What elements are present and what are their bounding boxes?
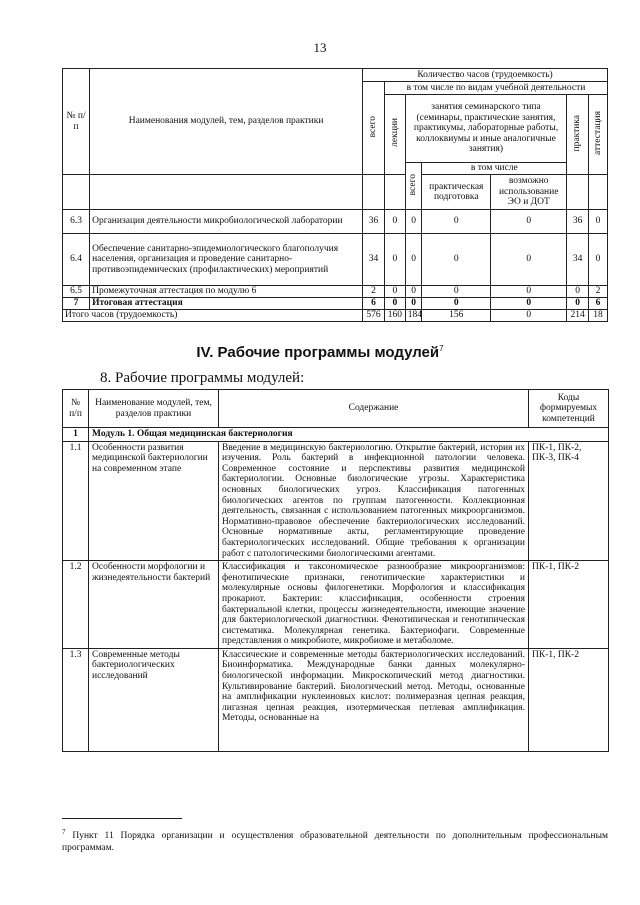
col-incl-header: в том числе	[422, 163, 567, 175]
page-number: 13	[313, 40, 327, 55]
footnote-ref: 7	[439, 344, 444, 353]
col-num-header: № п/п	[63, 69, 90, 175]
table-row: 1.3 Современные методы бактериологических исследований Классические и современные методы бактериологических исследований. Биоинформатика. Международные банки данных молекулярно-биологической информации. Микроскопический метод диагностики. Культивирование бактерий. Биологический метод. Методы, основанные на амплификации нуклеиновых кислот: полимеразная цепная реакция, лигазная цепная реакция, изотермическая петлевая амплификация. Методы, основанные на ПК-1, ПК-2	[63, 648, 609, 751]
table-row: 1.1 Особенности развития медицинской бактериологии на современном этапе Введение в медицинскую бактериологию. Открытие бактерий, история их изучения. Роль бактерий в инфекционной патологии человека. Современное состояние и перспективы развития медицинской бактериологии. Основные биологические угрозы. Характеристика основных биологических угроз. Классификация патогенных биологических агентов по группам патогенности. Коллекционная деятельность, связанная с использованием патогенных микроорганизмов. Нормативно-правовое обеспечение бактериологических исследований. Основные нормативные акты, регламентирующие проведение бактериологических исследований. Общие требования к организации работ с патологическими биологическими агентами. ПК-1, ПК-2, ПК-3, ПК-4	[63, 441, 609, 561]
module-row: 1 Модуль 1. Общая медицинская бактериология	[63, 428, 609, 442]
col-seminar-header: занятия семинарского типа (семинары, практические занятия, практикумы, лабораторные работы, коллоквиумы и иные аналогичные занятия)	[405, 95, 566, 163]
program-table	[62, 389, 609, 752]
col-num-header: № п/п	[63, 390, 89, 428]
col-name-header: Наименования модулей, тем, разделов практики	[90, 69, 363, 175]
table-row: 6.4 Обеспечение санитарно-эпидемиологического благополучия населения, организация и проведение санитарно-противоэпидемических (профилактических) мероприятий 34 0 0 0 0 34 0	[63, 234, 608, 286]
col-practice-header: практика	[567, 95, 589, 175]
subsection-title: 8. Рабочие программы модулей:	[100, 370, 305, 386]
col-total-header: всего	[363, 82, 385, 175]
col-practical-header: практическая подготовка	[422, 175, 491, 210]
col-codes-header: Коды формируемых компетенций	[529, 390, 609, 428]
col-sem-total-header: всего	[405, 163, 422, 210]
col-qty-header: Количество часов (трудоемкость)	[363, 69, 608, 82]
col-types-header: в том числе по видам учебной деятельности	[384, 82, 607, 95]
footnote-divider	[62, 818, 182, 819]
col-name-header: Наименование модулей, тем, разделов практики	[89, 390, 219, 428]
col-possible-header: возможно использование ЭО и ДОТ	[491, 175, 567, 210]
col-attestation-header: аттестация	[589, 95, 608, 175]
col-content-header: Содержание	[219, 390, 529, 428]
content-cell: Классические и современные методы бактериологических исследований. Биоинформатика. Международные банки данных молекулярно-биологической информации. Микроскопический метод диагностики. Культивирование бактерий. Биологический метод. Методы, основанные на амплификации нуклеиновых кислот: полимеразная цепная реакция, лигазная цепная реакция, изотермическая петлевая амплификация. Методы, основанные на	[222, 649, 525, 724]
footnote: $^7$ Пункт 11 Порядка организации и осуществления образовательной деятельности по дополнительным профессиональным программам.	[62, 828, 608, 854]
table-row: 6.3 Организация деятельности микробиологической лаборатории 36 0 0 0 0 36 0	[63, 210, 608, 234]
table-row: 7 Итоговая аттестация 6 0 0 0 0 0 6	[63, 298, 608, 310]
table-row: 6.5 Промежуточная аттестация по модулю 6 2 0 0 0 0 0 2	[63, 286, 608, 298]
total-row: Итого часов (трудоемкость) 576 160 184 156 0 214 18	[63, 310, 608, 322]
table-row: 1.2 Особенности морфологии и жизнедеятельности бактерий Классификация и таксономическое разнообразие микроорганизмов: фенотипические признаки, генотипические характеристики и молекулярные основы филогенетики. Морфология и классификация прокариот. Бактерии: классификация, особенности строения бактериальной клетки, процессы жизнедеятельности, имеющие значение для бактериологической диагностики. Фенотипическая и генотипическая систематика. Молекулярная генетика. Бактериофаги. Современные представления о микробиоте, микробиоме и метаболоме. ПК-1, ПК-2	[63, 561, 609, 649]
hours-table	[62, 68, 608, 322]
col-lectures-header: лекции	[384, 95, 405, 175]
section-title: IV. Рабочие программы модулей$^7$	[196, 344, 444, 361]
